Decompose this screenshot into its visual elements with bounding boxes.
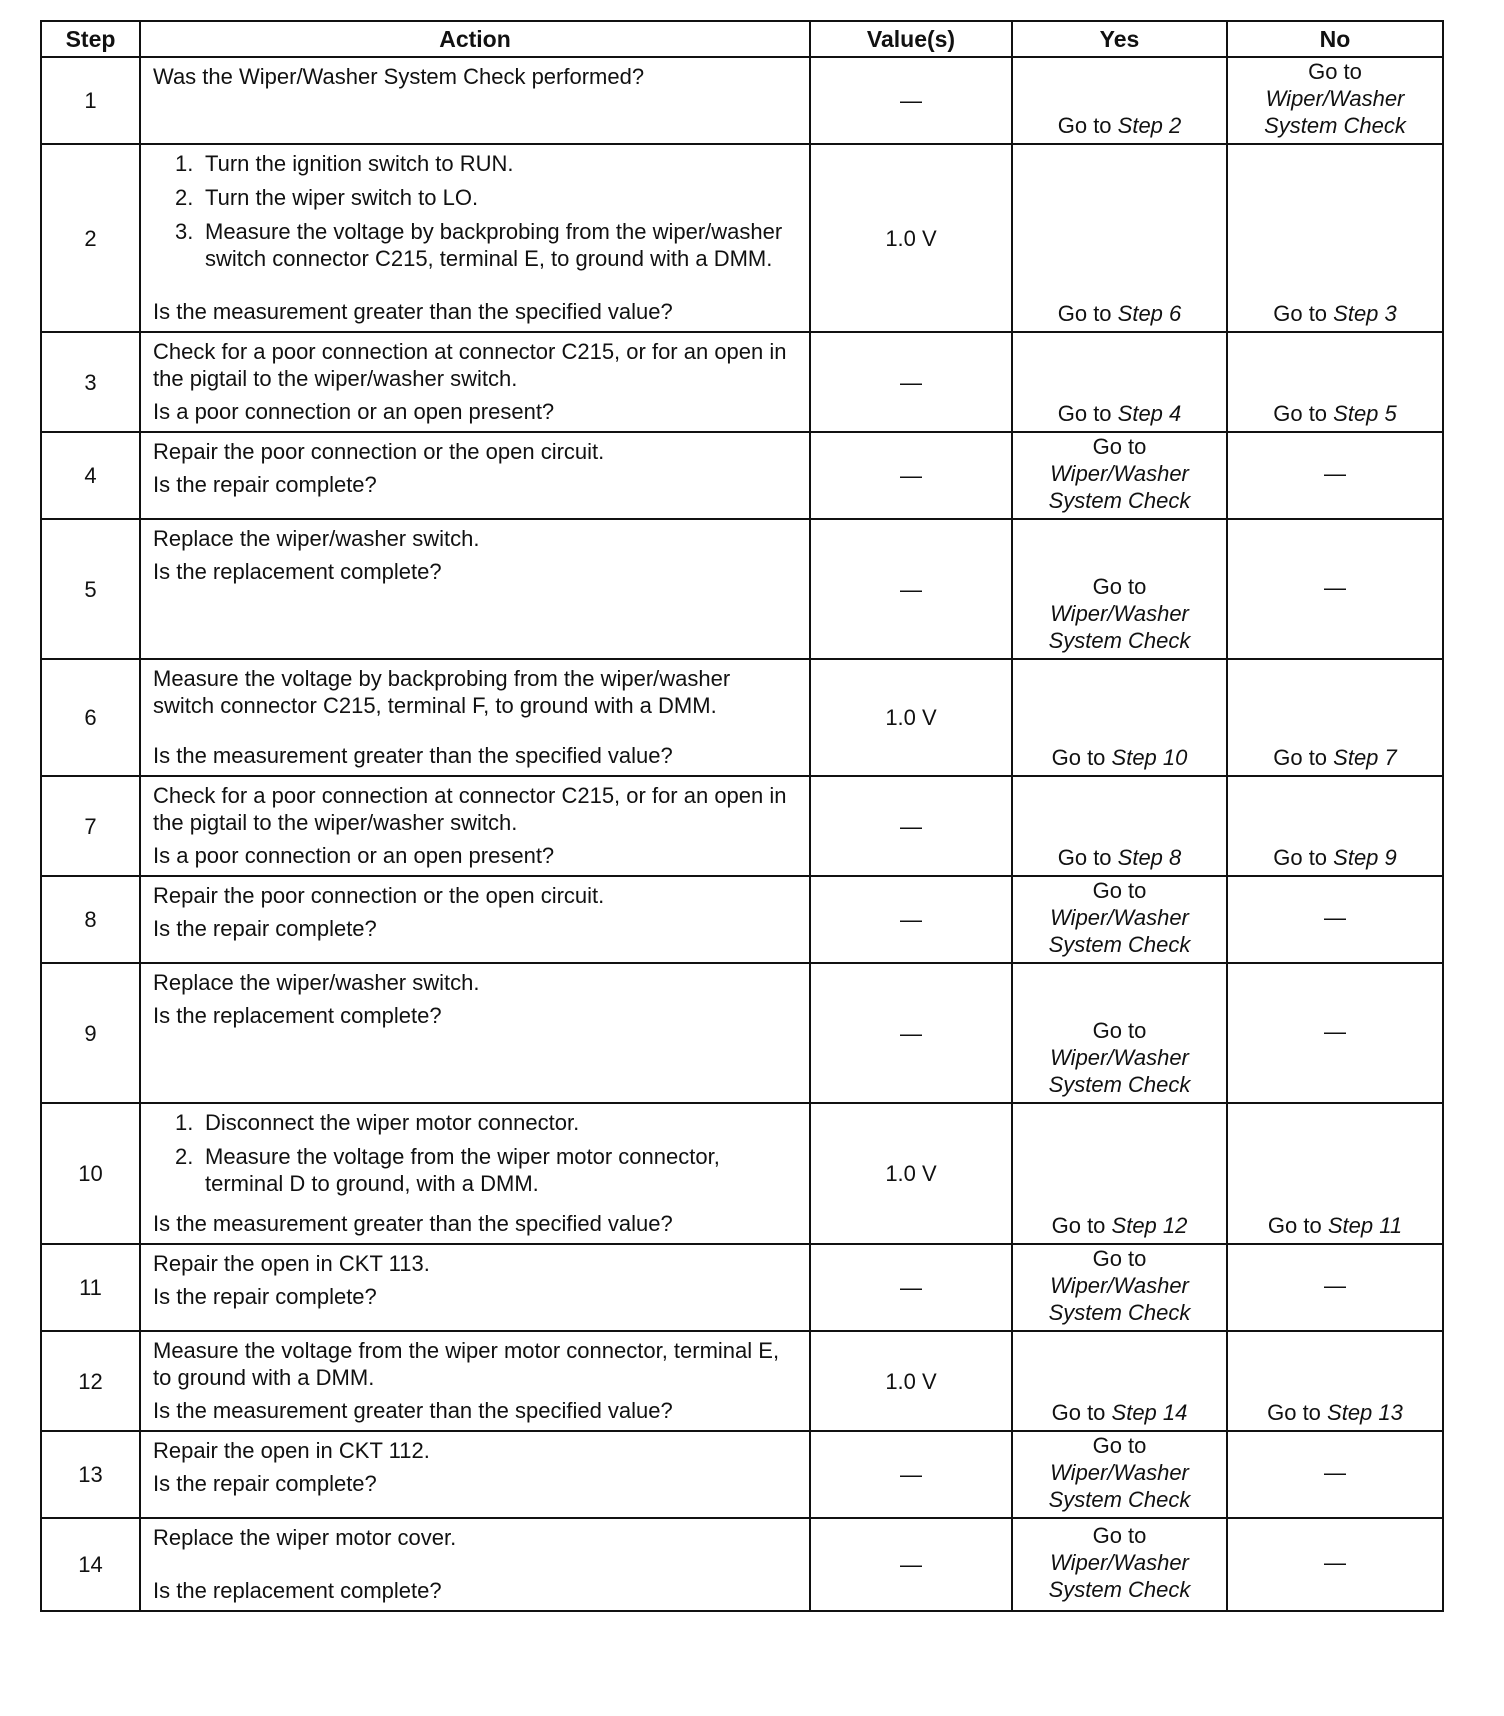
link-line: Wiper/Washer (1050, 1273, 1189, 1298)
yes-cell-content (1019, 1332, 1220, 1426)
action-cell (140, 1103, 810, 1244)
action-text: Replace the wiper/washer switch. (153, 526, 480, 551)
link-line: Wiper/Washer (1050, 1045, 1189, 1070)
no-dash: — (1324, 1273, 1346, 1298)
action-text: Replace the wiper motor cover. (153, 1525, 457, 1550)
yes-cell (1012, 432, 1227, 519)
no-dash: — (1324, 574, 1346, 600)
action-cell (140, 963, 810, 1103)
yes-cell-content (1019, 964, 1220, 1098)
no-go-to-step: Go to Step 9 (1273, 845, 1397, 870)
item-number: 1. (175, 1110, 194, 1135)
no-cell-content (1234, 520, 1436, 654)
action-cell (140, 1431, 810, 1518)
step-number: 4 (41, 432, 140, 519)
table-row (41, 144, 1443, 332)
link-line: Wiper/Washer (1050, 601, 1189, 626)
action-content (153, 150, 797, 325)
no-dash: — (1324, 461, 1346, 486)
value-cell: 1.0 V (810, 1103, 1012, 1244)
yes-go-to-step: Go to Step 10 (1051, 745, 1188, 770)
action-content (153, 338, 797, 425)
no-cell-content (1234, 1432, 1436, 1513)
action-content (153, 665, 797, 769)
yes-go-to-step: Go to Step 4 (1057, 401, 1182, 426)
link-line: Wiper/Washer (1265, 86, 1405, 111)
no-dash: — (1324, 1550, 1346, 1575)
header-value: Value(s) (810, 21, 1012, 57)
item-text: Turn the ignition switch to RUN. (205, 151, 514, 176)
value-cell: — (810, 519, 1012, 659)
yes-cell-content (1019, 777, 1220, 871)
yes-cell (1012, 332, 1227, 432)
action-question: Is a poor connection or an open present? (153, 399, 555, 424)
action-question: Is the repair complete? (153, 1471, 377, 1496)
yes-cell (1012, 1331, 1227, 1431)
step-number: 8 (41, 876, 140, 963)
go-to-label: Go to (1092, 1018, 1147, 1043)
action-question: Is the measurement greater than the specified value? (153, 1211, 673, 1236)
no-cell (1227, 432, 1443, 519)
header-no: No (1227, 21, 1443, 57)
no-cell-content (1234, 777, 1436, 871)
yes-go-to-step: Go to Step 14 (1051, 1400, 1188, 1425)
action-question: Is the replacement complete? (153, 1003, 442, 1028)
yes-cell-content (1019, 660, 1220, 771)
no-cell-content (1234, 1245, 1436, 1326)
item-text: Measure the voltage from the wiper motor connector, terminal D to ground, with a DMM. (205, 1144, 720, 1196)
no-go-to-step: Go to Step 11 (1267, 1213, 1403, 1238)
yes-go-to-step: Go to Step 12 (1051, 1213, 1188, 1238)
go-to-label: Go to (1092, 1523, 1147, 1548)
diagnostic-table (40, 20, 1444, 1612)
table-row (41, 432, 1443, 519)
action-question: Is a poor connection or an open present? (153, 843, 555, 868)
go-to-label: Go to (1092, 434, 1147, 459)
value-cell: 1.0 V (810, 1331, 1012, 1431)
action-instructions (153, 1524, 797, 1551)
action-instructions (153, 438, 797, 498)
no-cell (1227, 1518, 1443, 1611)
yes-go-to-system-check (1019, 1017, 1220, 1098)
value-cell: — (810, 432, 1012, 519)
action-content (153, 1250, 797, 1324)
go-to-label: Go to (1092, 878, 1147, 903)
action-text: Repair the open in CKT 112. (153, 1438, 430, 1463)
action-step-item (153, 1143, 797, 1197)
step-number: 14 (41, 1518, 140, 1611)
action-instructions (153, 338, 797, 392)
yes-go-to-system-check (1019, 877, 1220, 958)
action-instructions (153, 1337, 797, 1391)
header-row (41, 21, 1443, 57)
step-number: 6 (41, 659, 140, 776)
no-cell-content (1234, 877, 1436, 958)
action-question: Is the measurement greater than the specified value? (153, 1398, 673, 1423)
no-go-to-system-check (1234, 58, 1436, 139)
link-line: System Check (1048, 488, 1191, 513)
link-line: System Check (1048, 1487, 1191, 1512)
table-row (41, 1103, 1443, 1244)
action-content (153, 1337, 797, 1424)
no-cell (1227, 144, 1443, 332)
no-cell (1227, 1331, 1443, 1431)
value-cell: — (810, 1244, 1012, 1331)
value-cell: — (810, 332, 1012, 432)
no-cell-content (1234, 1519, 1436, 1606)
table-row (41, 776, 1443, 876)
yes-cell (1012, 1244, 1227, 1331)
action-content (153, 1109, 797, 1237)
action-question: Is the replacement complete? (153, 1578, 442, 1603)
action-instructions (153, 1437, 797, 1497)
action-question: Is the repair complete? (153, 916, 377, 941)
action-instructions (153, 969, 797, 1029)
no-cell-content (1234, 1332, 1436, 1426)
no-cell-content (1234, 1104, 1436, 1239)
yes-cell (1012, 57, 1227, 144)
yes-cell-content (1019, 1519, 1220, 1606)
action-question: Is the measurement greater than the specified value? (153, 743, 673, 768)
action-cell (140, 519, 810, 659)
link-line: System Check (1048, 1300, 1191, 1325)
action-cell (140, 876, 810, 963)
step-number: 1 (41, 57, 140, 144)
no-cell (1227, 659, 1443, 776)
no-go-to-step: Go to Step 13 (1267, 1400, 1403, 1425)
action-cell (140, 1518, 810, 1611)
action-cell (140, 1331, 810, 1431)
yes-cell-content (1019, 1104, 1220, 1239)
link-line: Wiper/Washer (1050, 461, 1189, 486)
action-step-item (153, 150, 797, 177)
action-content (153, 63, 797, 137)
action-instructions (153, 525, 797, 585)
item-text: Measure the voltage by backprobing from the wiper/washer switch connector C215, terminal E, to ground with a DMM. (205, 219, 783, 271)
yes-cell (1012, 144, 1227, 332)
yes-cell (1012, 659, 1227, 776)
table-row (41, 1244, 1443, 1331)
table-row (41, 519, 1443, 659)
action-cell (140, 432, 810, 519)
action-instructions (153, 1250, 797, 1310)
value-cell: — (810, 963, 1012, 1103)
action-cell (140, 776, 810, 876)
no-cell-content (1234, 660, 1436, 771)
table-row (41, 876, 1443, 963)
action-cell (140, 144, 810, 332)
action-text: Was the Wiper/Washer System Check performed? (153, 64, 645, 89)
no-dash: — (1324, 1018, 1346, 1044)
step-number: 12 (41, 1331, 140, 1431)
no-cell (1227, 57, 1443, 144)
header-action: Action (140, 21, 810, 57)
action-content (153, 782, 797, 869)
yes-go-to-system-check (1019, 1522, 1220, 1603)
step-number: 9 (41, 963, 140, 1103)
action-text: Replace the wiper/washer switch. (153, 970, 480, 995)
link-line: System Check (1048, 1072, 1191, 1097)
step-number: 11 (41, 1244, 140, 1331)
step-number: 7 (41, 776, 140, 876)
table-row (41, 659, 1443, 776)
link-line: System Check (1048, 1577, 1191, 1602)
action-content (153, 1437, 797, 1511)
action-text: Repair the open in CKT 113. (153, 1251, 430, 1276)
action-text: Check for a poor connection at connector C215, or for an open in the pigtail to the wiper/washer switch. (153, 339, 787, 391)
no-cell (1227, 332, 1443, 432)
yes-go-to-system-check (1019, 573, 1220, 654)
value-cell: — (810, 876, 1012, 963)
yes-cell-content (1019, 433, 1220, 514)
action-instructions (153, 882, 797, 942)
yes-cell-content (1019, 333, 1220, 427)
no-cell-content (1234, 58, 1436, 139)
step-number: 3 (41, 332, 140, 432)
yes-cell (1012, 963, 1227, 1103)
action-content (153, 882, 797, 956)
item-text: Disconnect the wiper motor connector. (205, 1110, 580, 1135)
no-go-to-step: Go to Step 5 (1273, 401, 1397, 426)
action-question: Is the measurement greater than the specified value? (153, 299, 673, 324)
link-line: System Check (1048, 628, 1191, 653)
action-cell (140, 332, 810, 432)
item-number: 3. (175, 219, 194, 244)
step-number: 5 (41, 519, 140, 659)
yes-cell-content (1019, 1432, 1220, 1513)
yes-cell (1012, 776, 1227, 876)
action-cell (140, 1244, 810, 1331)
no-go-to-step: Go to Step 3 (1273, 301, 1397, 326)
action-text: Repair the poor connection or the open circuit. (153, 883, 605, 908)
value-cell: — (810, 1518, 1012, 1611)
link-line: System Check (1264, 113, 1406, 138)
step-number: 10 (41, 1103, 140, 1244)
action-cell (140, 659, 810, 776)
no-cell-content (1234, 145, 1436, 327)
table-row (41, 1518, 1443, 1611)
go-to-label: Go to (1092, 1433, 1147, 1458)
action-cell (140, 57, 810, 144)
action-content (153, 525, 797, 652)
header-yes: Yes (1012, 21, 1227, 57)
item-number: 2. (175, 1144, 194, 1169)
no-dash: — (1324, 1460, 1346, 1485)
value-cell: 1.0 V (810, 144, 1012, 332)
step-number: 13 (41, 1431, 140, 1518)
yes-go-to-step: Go to Step 8 (1057, 845, 1182, 870)
value-cell: 1.0 V (810, 659, 1012, 776)
action-content (153, 1524, 797, 1604)
action-text: Check for a poor connection at connector C215, or for an open in the pigtail to the wiper/washer switch. (153, 783, 787, 835)
action-instructions (153, 63, 797, 90)
action-text: Repair the poor connection or the open circuit. (153, 439, 605, 464)
yes-cell-content (1019, 1245, 1220, 1326)
action-instructions (153, 150, 797, 279)
no-cell (1227, 1103, 1443, 1244)
go-to-label: Go to (1092, 574, 1147, 599)
action-instructions (153, 665, 797, 719)
action-content (153, 969, 797, 1096)
table-row (41, 1431, 1443, 1518)
table-body (41, 57, 1443, 1611)
go-to-label: Go to (1092, 1246, 1147, 1271)
value-cell: — (810, 776, 1012, 876)
no-go-to-step: Go to Step 7 (1273, 745, 1397, 770)
action-question: Is the replacement complete? (153, 559, 442, 584)
link-line: Wiper/Washer (1050, 1460, 1189, 1485)
yes-cell-content (1019, 877, 1220, 958)
action-question: Is the repair complete? (153, 1284, 377, 1309)
action-question: Is the repair complete? (153, 472, 377, 497)
item-number: 2. (175, 185, 194, 210)
no-cell (1227, 776, 1443, 876)
item-text: Turn the wiper switch to LO. (205, 185, 479, 210)
no-cell (1227, 1244, 1443, 1331)
action-step-item (153, 1109, 797, 1136)
link-line: System Check (1048, 932, 1191, 957)
header-step: Step (41, 21, 140, 57)
no-cell (1227, 963, 1443, 1103)
yes-cell-content (1019, 145, 1220, 327)
yes-go-to-system-check (1019, 433, 1220, 514)
yes-cell (1012, 1431, 1227, 1518)
table-row (41, 332, 1443, 432)
yes-cell-content (1019, 58, 1220, 139)
action-steps-list (153, 150, 797, 272)
go-to-label: Go to (1308, 59, 1362, 84)
action-text: Measure the voltage by backprobing from the wiper/washer switch connector C215, terminal F, to ground with a DMM. (153, 666, 731, 718)
action-text: Measure the voltage from the wiper motor connector, terminal E, to ground with a DMM. (153, 1338, 780, 1390)
table-row (41, 57, 1443, 144)
no-cell-content (1234, 964, 1436, 1098)
value-cell: — (810, 57, 1012, 144)
action-step-item (153, 218, 797, 272)
action-content (153, 438, 797, 512)
yes-cell (1012, 876, 1227, 963)
no-cell-content (1234, 333, 1436, 427)
yes-go-to-system-check (1019, 1245, 1220, 1326)
step-number: 2 (41, 144, 140, 332)
yes-go-to-system-check (1019, 1432, 1220, 1513)
no-cell (1227, 876, 1443, 963)
action-step-item (153, 184, 797, 211)
yes-go-to-step: Go to Step 2 (1057, 113, 1182, 138)
yes-go-to-step: Go to Step 6 (1057, 301, 1182, 326)
action-instructions (153, 1109, 797, 1204)
yes-cell (1012, 1103, 1227, 1244)
no-cell (1227, 519, 1443, 659)
no-cell (1227, 1431, 1443, 1518)
link-line: Wiper/Washer (1050, 905, 1189, 930)
no-cell-content (1234, 433, 1436, 514)
yes-cell (1012, 1518, 1227, 1611)
item-number: 1. (175, 151, 194, 176)
link-line: Wiper/Washer (1050, 1550, 1189, 1575)
no-dash: — (1324, 905, 1346, 930)
table-row (41, 963, 1443, 1103)
yes-cell-content (1019, 520, 1220, 654)
action-instructions (153, 782, 797, 836)
action-steps-list (153, 1109, 797, 1197)
value-cell: — (810, 1431, 1012, 1518)
yes-cell (1012, 519, 1227, 659)
table-row (41, 1331, 1443, 1431)
